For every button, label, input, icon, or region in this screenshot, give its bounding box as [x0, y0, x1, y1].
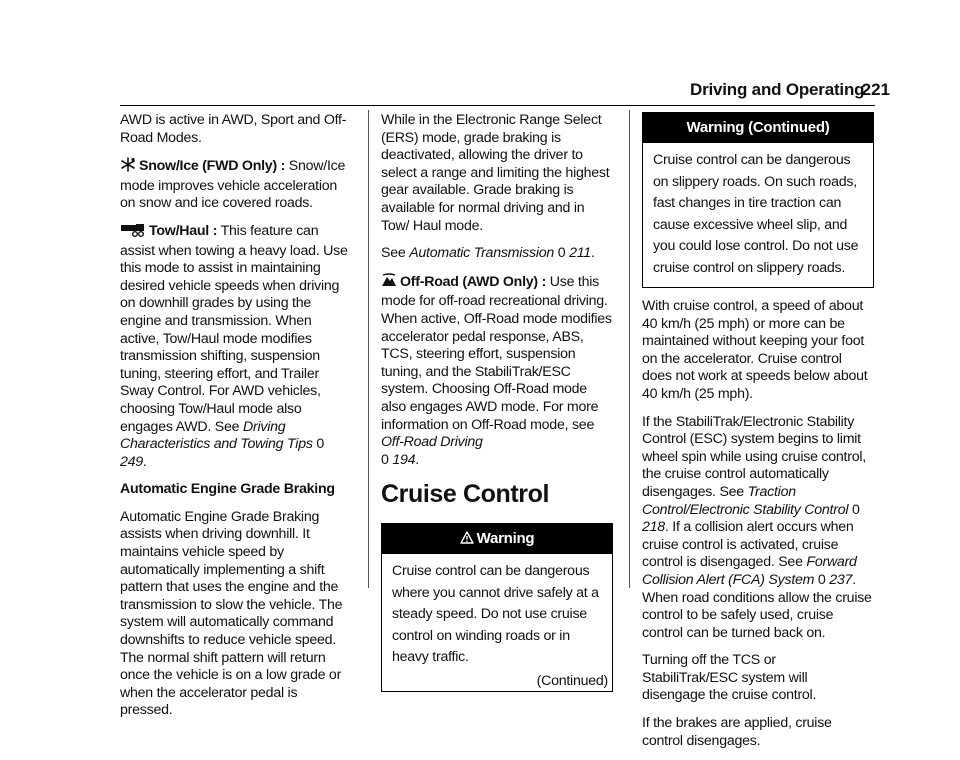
snow-ice-paragraph [120, 157, 352, 213]
warning-box [381, 523, 613, 692]
page-ref-symbol: 0 [817, 571, 826, 588]
stabilitrak-text-a: If the StabiliTrak/Electronic Stability Control (ESC) system begins to limit wheel spin while using cruise control, the cruise control automatically disengages. See [642, 413, 866, 500]
page-ref-symbol: 0 [851, 501, 860, 518]
tow-truck-icon [120, 223, 146, 243]
warning-text: Cruise control can be dangerous where you cannot drive safely at a steady speed. Do not use cruise control on winding roads or in heavy traffic. [392, 563, 599, 666]
warning-header [382, 524, 612, 554]
period: . [415, 451, 419, 468]
page-header [690, 80, 890, 104]
snow-ice-label: Snow/Ice (FWD Only) : [139, 158, 286, 175]
traction-control-link[interactable]: Traction Control/Electronic Stability Control [642, 483, 849, 518]
page-number: 221 [861, 80, 890, 99]
fca-page[interactable]: 237 [829, 571, 853, 588]
tow-tips-page[interactable]: 249 [120, 453, 143, 470]
off-road-label: Off-Road (AWD Only) : [400, 273, 547, 290]
brakes-paragraph: If the brakes are applied, cruise control disengages. [642, 715, 832, 749]
section-title: Cruise Control [381, 480, 550, 509]
column-middle [381, 112, 613, 692]
period: . [590, 245, 595, 262]
tow-haul-text: This feature can assist when towing a heavy load. Use this mode to assist in maintaining desired vehicle speeds when driving on downhill grades by using the engine and transmission. When active, Tow/Haul mode modifies transmission shifting, suspension tuning, steering effort, and Trailer Sway Control. For AWD vehicles, choosing Tow/Haul mode also engages AWD. See [120, 222, 348, 435]
awd-paragraph: AWD is active in AWD, Sport and Off-Road Modes. [120, 112, 347, 146]
tow-tips-link[interactable]: Driving Characteristics and Towing Tips [120, 418, 313, 453]
header-rule [120, 105, 875, 106]
off-road-link[interactable]: Off-Road Driving [381, 434, 483, 451]
grade-braking-heading: Automatic Engine Grade Braking [120, 481, 335, 498]
column-left [120, 112, 352, 730]
stabilitrak-paragraph [642, 414, 874, 643]
page-ref-symbol: 0 [557, 245, 566, 262]
stabilitrak-text-b: . If a collision alert occurs when cruise control is activated, cruise control is disengaged. See [642, 519, 854, 571]
page-title: Driving and Operating [690, 80, 865, 99]
transmission-link[interactable]: Automatic Transmission [409, 245, 555, 262]
period: . [142, 453, 147, 470]
continued-label: (Continued) [536, 672, 608, 689]
column-divider [368, 110, 369, 588]
tcs-paragraph: Turning off the TCS or StabiliTrak/ESC system will disengage the cruise control. [642, 652, 817, 704]
grade-braking-paragraph: Automatic Engine Grade Braking assists when driving downhill. It maintains vehicle speed by automatically implementing a shift pattern that uses the engine and the transmission to slow the vehicle. The system will automatically command downshifts to reduce vehicle speed. The normal shift pattern will return once the vehicle is on a low grade or when the accelerator pedal is pressed. [120, 508, 343, 719]
transmission-page[interactable]: 211 [569, 245, 591, 262]
stabilitrak-text-c: . When road conditions allow the cruise control to be safely used, cruise control can be turned back on. [642, 571, 872, 641]
column-divider [629, 110, 630, 588]
tow-haul-label: Tow/Haul : [149, 222, 218, 239]
column-right [642, 112, 874, 760]
warning-title: Warning [476, 530, 535, 548]
off-road-paragraph [381, 273, 613, 470]
page-ref-symbol: 0 [381, 451, 389, 468]
ers-paragraph: While in the Electronic Range Select (ERS) mode, grade braking is deactivated, allowing the driver to select a range and limiting the highest gear available. Grade braking is available for normal driving and in Tow/ Haul mode. [381, 112, 610, 234]
page-ref-symbol: 0 [316, 436, 325, 453]
warning-text-continued: Cruise control can be dangerous on slippery roads. On such roads, fast changes in tire traction can cause excessive wheel slip, and you could lose control. Do not use cruise control on slippery roads. [653, 152, 859, 276]
off-road-text: Use this mode for off-road recreational driving. When active, Off-Road mode modifies accelerator pedal response, ABS, TCS, steering effort, suspension tuning, and the StabiliTrak/ESC system. Choosing Off-Road mode also engages AWD mode. For more information on Off-Road mode, see [381, 273, 612, 433]
fca-link[interactable]: Forward Collision Alert (FCA) System [642, 554, 857, 588]
see-transmission-paragraph [381, 245, 613, 263]
offroad-mountain-icon [381, 273, 397, 294]
warning-header-continued: Warning (Continued) [643, 113, 873, 143]
tow-haul-paragraph [120, 223, 352, 471]
off-road-page[interactable]: 194 [392, 451, 416, 468]
warning-box-continued [642, 112, 874, 288]
traction-control-page[interactable]: 218 [642, 519, 665, 536]
snowflake-icon [120, 157, 136, 178]
warning-triangle-icon [460, 526, 474, 556]
cruise-speed-paragraph: With cruise control, a speed of about 40 km/h (25 mph) or more can be maintained without keeping your foot on the accelerator. Cruise control does not work at speeds below about 40 km/h (25 mph). [642, 298, 868, 402]
see-prefix: See [381, 245, 410, 262]
snow-ice-text: Snow/Ice mode improves vehicle acceleration on snow and ice covered roads. [120, 158, 346, 212]
